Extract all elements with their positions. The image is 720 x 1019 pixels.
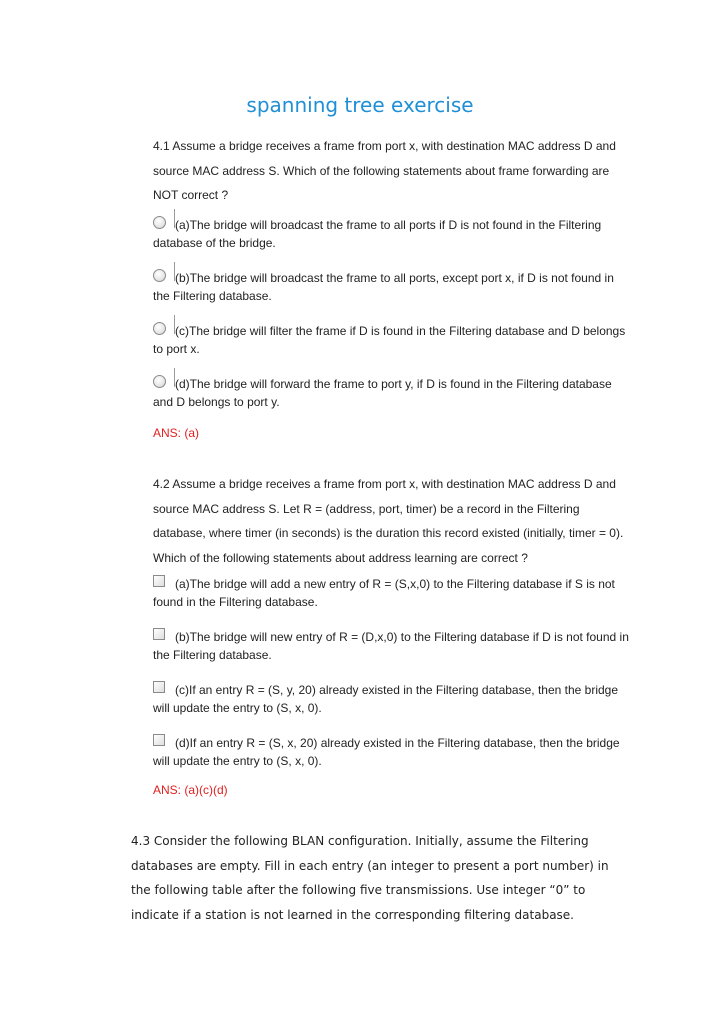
q2-option-c-label: (c)If an entry R = (S, y, 20) already existed in the Filtering database, then the bridge will update the entry to (S, x, 0). — [153, 683, 619, 715]
q2-option-a-label: (a)The bridge will add a new entry of R = (S,x,0) to the Filtering database if S is not found in the Filtering database. — [153, 577, 615, 609]
question-4-1-text: 4.1 Assume a bridge receives a frame from port x, with destination MAC address D and source MAC address S. Which of the following statements about frame forwarding are NOT correct ? — [153, 139, 616, 202]
radio-button[interactable] — [153, 322, 175, 336]
checkbox[interactable] — [153, 575, 175, 589]
q1-answer: ANS: (a) — [153, 426, 200, 440]
q2-option-b-label: (b)The bridge will new entry of R = (D,x,0) to the Filtering database if D is not found in the Filtering database. — [153, 630, 629, 662]
q2-option-c[interactable] — [153, 681, 633, 717]
q1-option-a[interactable] — [153, 216, 633, 252]
q2-option-b[interactable] — [153, 628, 633, 664]
q1-option-b-label: (b)The bridge will broadcast the frame to all ports, except port x, if D is not found in the Filtering database. — [153, 271, 614, 303]
q1-option-d[interactable] — [153, 375, 633, 411]
checkbox[interactable] — [153, 681, 175, 695]
page-title: spanning tree exercise — [246, 93, 474, 117]
q1-option-a-label: (a)The bridge will broadcast the frame to all ports if D is not found in the Filtering database of the bridge. — [153, 218, 602, 250]
radio-button[interactable] — [153, 375, 175, 389]
radio-button[interactable] — [153, 269, 175, 283]
q2-option-d[interactable] — [153, 734, 633, 770]
q1-option-b[interactable] — [153, 269, 633, 305]
q1-option-c-label: (c)The bridge will filter the frame if D is found in the Filtering database and D belongs to port x. — [153, 324, 626, 356]
q2-option-d-label: (d)If an entry R = (S, x, 20) already existed in the Filtering database, then the bridge will update the entry to (S, x, 0). — [153, 736, 620, 768]
checkbox[interactable] — [153, 628, 175, 642]
radio-button[interactable] — [153, 216, 175, 230]
q1-option-d-label: (d)The bridge will forward the frame to port y, if D is found in the Filtering database and D belongs to port y. — [153, 377, 612, 409]
checkbox[interactable] — [153, 734, 175, 748]
q1-option-c[interactable] — [153, 322, 633, 358]
question-4-2-text: 4.2 Assume a bridge receives a frame from port x, with destination MAC address D and source MAC address S. Let R = (address, port, timer) be a record in the Filtering database, where timer (in seconds) is the duration this record existed (initially, timer = 0). Which of the following statements about address learning are correct ? — [153, 477, 624, 565]
q2-option-a[interactable] — [153, 575, 633, 611]
question-4-3-text: 4.3 Consider the following BLAN configuration. Initially, assume the Filtering databases are empty. Fill in each entry (an integer to present a port number) in the following table after the following five transmissions. Use integer “0” to indicate if a station is not learned in the corresponding filtering database. — [131, 834, 609, 922]
q2-answer: ANS: (a)(c)(d) — [153, 783, 228, 797]
